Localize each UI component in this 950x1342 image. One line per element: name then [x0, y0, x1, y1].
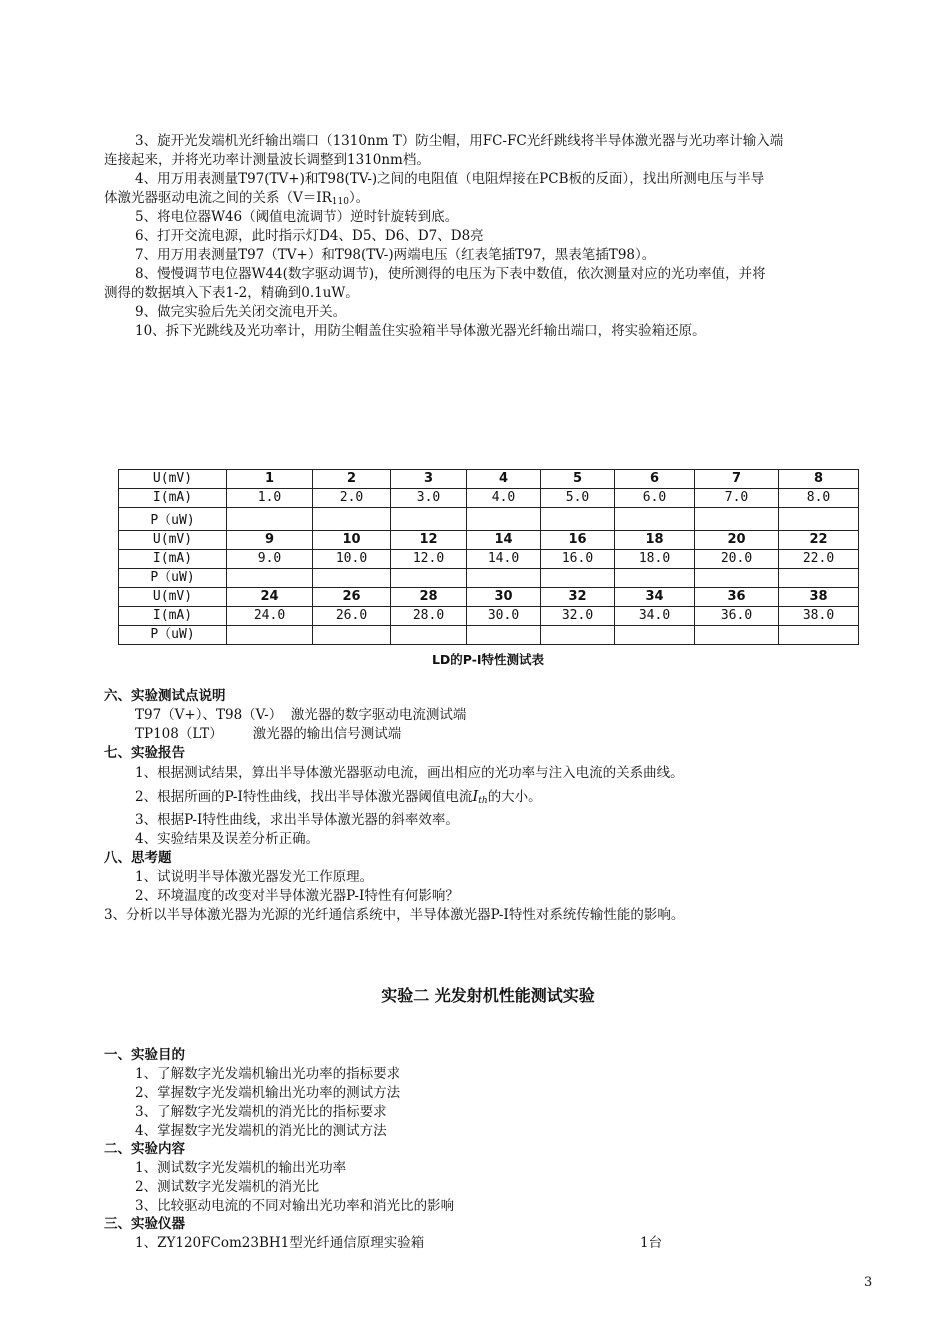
label-p: P（uW)	[119, 508, 227, 531]
table-row-u	[119, 588, 859, 607]
sec7-item2-post: 的大小。	[487, 789, 542, 805]
step-4-formula-pre: 体激光器驱动电流之间的关系（V＝IR	[104, 190, 332, 206]
exp2-purpose-item: 2、掌握数字光发端机输出光功率的测试方法	[135, 1085, 401, 1101]
i-cell: 16.0	[541, 550, 615, 569]
p-cell-empty[interactable]	[615, 626, 695, 645]
i-cell: 22.0	[779, 550, 859, 569]
sec6-line1: T97（V+）、T98（V-） 激光器的数字驱动电流测试端	[135, 707, 467, 723]
u-cell: 36	[695, 588, 779, 607]
step-6: 6、打开交流电源，此时指示灯D4、D5、D6、D7、D8亮	[135, 228, 484, 244]
p-cell-empty[interactable]	[615, 508, 695, 531]
table-row-p	[119, 569, 859, 588]
exp2-content-item: 1、测试数字光发端机的输出光功率	[135, 1160, 347, 1176]
p-cell-empty[interactable]	[391, 508, 467, 531]
i-cell: 18.0	[615, 550, 695, 569]
p-cell-empty[interactable]	[779, 508, 859, 531]
p-cell-empty[interactable]	[313, 508, 391, 531]
exp2-purpose-heading: 一、实验目的	[104, 1047, 185, 1063]
label-p: P（uW)	[119, 626, 227, 645]
p-cell-empty[interactable]	[695, 569, 779, 588]
table-row-i	[119, 607, 859, 626]
exp2-instrument-qty: 1台	[640, 1235, 663, 1251]
u-cell: 1	[227, 470, 313, 489]
i-cell: 5.0	[541, 489, 615, 508]
exp2-content-heading: 二、实验内容	[104, 1141, 185, 1157]
p-cell-empty[interactable]	[541, 569, 615, 588]
u-cell: 9	[227, 531, 313, 550]
experiment2-title: 实验二 光发射机性能测试实验	[381, 986, 595, 1005]
p-cell-empty[interactable]	[391, 626, 467, 645]
sec8-heading: 八、思考题	[104, 850, 172, 866]
exp2-instrument-item: 1、ZY120FCom23BH1型光纤通信原理实验箱	[135, 1235, 425, 1251]
step-10: 10、拆下光跳线及光功率计，用防尘帽盖住实验箱半导体激光器光纤输出端口，将实验箱还原。	[135, 323, 706, 339]
u-cell: 30	[467, 588, 541, 607]
table-row-u	[119, 470, 859, 489]
step-7: 7、用万用表测量T97（TV+）和T98(TV-)两端电压（红表笔插T97，黑表笔插T98）。	[135, 247, 656, 263]
u-cell: 8	[779, 470, 859, 489]
i-cell: 30.0	[467, 607, 541, 626]
u-cell: 14	[467, 531, 541, 550]
label-u: U(mV)	[119, 588, 227, 607]
p-cell-empty[interactable]	[227, 569, 313, 588]
exp2-instrument-heading: 三、实验仪器	[104, 1216, 185, 1232]
p-cell-empty[interactable]	[695, 626, 779, 645]
u-cell: 20	[695, 531, 779, 550]
i-cell: 4.0	[467, 489, 541, 508]
i-cell: 28.0	[391, 607, 467, 626]
i-cell: 9.0	[227, 550, 313, 569]
u-cell: 10	[313, 531, 391, 550]
step-3-line2: 连接起来，并将光功率计测量波长调整到1310nm档。	[104, 152, 430, 168]
u-cell: 12	[391, 531, 467, 550]
step-4-line1: 4、用万用表测量T97(TV+)和T98(TV-)之间的电阻值（电阻焊接在PCB板的反面），找出所测电压与半导	[135, 171, 765, 187]
u-cell: 16	[541, 531, 615, 550]
table-row-i	[119, 489, 859, 508]
step-4-formula-sub: 110	[331, 197, 349, 207]
i-cell: 2.0	[313, 489, 391, 508]
i-cell: 1.0	[227, 489, 313, 508]
table-caption: LD的P-I特性测试表	[431, 652, 545, 667]
p-cell-empty[interactable]	[467, 626, 541, 645]
p-cell-empty[interactable]	[695, 508, 779, 531]
p-cell-empty[interactable]	[391, 569, 467, 588]
i-cell: 12.0	[391, 550, 467, 569]
table-row-i	[119, 550, 859, 569]
table-row-p	[119, 626, 859, 645]
sec8-q1: 1、试说明半导体激光器发光工作原理。	[135, 869, 374, 885]
p-cell-empty[interactable]	[227, 508, 313, 531]
u-cell: 3	[391, 470, 467, 489]
exp2-purpose-item: 4、掌握数字光发端机的消光比的测试方法	[135, 1123, 387, 1139]
label-i: I(mA)	[119, 607, 227, 626]
u-cell: 6	[615, 470, 695, 489]
i-cell: 8.0	[779, 489, 859, 508]
exp2-content-item: 2、测试数字光发端机的消光比	[135, 1179, 320, 1195]
i-cell: 6.0	[615, 489, 695, 508]
sec6-line2: TP108（LT） 激光器的输出信号测试端	[135, 726, 402, 742]
sec7-item4: 4、实验结果及误差分析正确。	[135, 831, 320, 847]
i-cell: 3.0	[391, 489, 467, 508]
step-9: 9、做完实验后先关闭交流电开关。	[135, 304, 347, 320]
step-3-line1: 3、旋开光发端机光纤输出端口（1310nm T）防尘帽，用FC-FC光纤跳线将半导体激光器与光功率计输入端	[135, 133, 784, 149]
p-cell-empty[interactable]	[313, 569, 391, 588]
u-cell: 18	[615, 531, 695, 550]
sec8-q3: 3、分析以半导体激光器为光源的光纤通信系统中，半导体激光器P-I特性对系统传输性能的影响。	[104, 907, 685, 923]
p-cell-empty[interactable]	[467, 569, 541, 588]
exp2-content-item: 3、比较驱动电流的不同对输出光功率和消光比的影响	[135, 1198, 455, 1214]
table-row-p	[119, 508, 859, 531]
p-cell-empty[interactable]	[541, 626, 615, 645]
u-cell: 38	[779, 588, 859, 607]
label-i: I(mA)	[119, 550, 227, 569]
p-cell-empty[interactable]	[779, 569, 859, 588]
page-number: 3	[864, 1275, 873, 1290]
pi-measurement-table	[118, 469, 859, 645]
u-cell: 5	[541, 470, 615, 489]
p-cell-empty[interactable]	[313, 626, 391, 645]
label-p: P（uW)	[119, 569, 227, 588]
p-cell-empty[interactable]	[615, 569, 695, 588]
i-cell: 32.0	[541, 607, 615, 626]
u-cell: 2	[313, 470, 391, 489]
sec7-item2-pre: 2、根据所画的P-I特性曲线，找出半导体激光器阈值电流	[135, 789, 473, 805]
step-5: 5、将电位器W46（阈值电流调节）逆时针旋转到底。	[135, 209, 459, 225]
threshold-current-sub: th	[478, 796, 488, 806]
i-cell: 26.0	[313, 607, 391, 626]
u-cell: 7	[695, 470, 779, 489]
i-cell: 24.0	[227, 607, 313, 626]
u-cell: 28	[391, 588, 467, 607]
u-cell: 22	[779, 531, 859, 550]
i-cell: 38.0	[779, 607, 859, 626]
sec6-heading: 六、实验测试点说明	[104, 688, 226, 704]
step-4-formula-post: ）。	[348, 190, 370, 206]
sec7-item1: 1、根据测试结果，算出半导体激光器驱动电流，画出相应的光功率与注入电流的关系曲线。	[135, 765, 684, 781]
p-cell-empty[interactable]	[541, 508, 615, 531]
exp2-purpose-item: 1、了解数字光发端机输出光功率的指标要求	[135, 1066, 401, 1082]
sec8-q2: 2、环境温度的改变对半导体激光器P-I特性有何影响？	[135, 888, 459, 904]
p-cell-empty[interactable]	[779, 626, 859, 645]
sec7-item2	[135, 787, 542, 811]
table-row-u	[119, 531, 859, 550]
sec7-heading: 七、实验报告	[104, 745, 185, 761]
i-cell: 10.0	[313, 550, 391, 569]
i-cell: 14.0	[467, 550, 541, 569]
u-cell: 32	[541, 588, 615, 607]
sec7-item3: 3、根据P-I特性曲线，求出半导体激光器的斜率效率。	[135, 812, 459, 828]
i-cell: 20.0	[695, 550, 779, 569]
u-cell: 24	[227, 588, 313, 607]
label-i: I(mA)	[119, 489, 227, 508]
u-cell: 26	[313, 588, 391, 607]
step-8-line2: 测得的数据填入下表1-2，精确到0.1uW。	[104, 285, 359, 301]
i-cell: 7.0	[695, 489, 779, 508]
p-cell-empty[interactable]	[227, 626, 313, 645]
threshold-current-symbol: I	[472, 787, 479, 805]
step-8-line1: 8、慢慢调节电位器W44(数字驱动调节)，使所测得的电压为下表中数值，依次测量对应的光功率值，并将	[135, 266, 766, 282]
p-cell-empty[interactable]	[467, 508, 541, 531]
u-cell: 4	[467, 470, 541, 489]
label-u: U(mV)	[119, 470, 227, 489]
u-cell: 34	[615, 588, 695, 607]
label-u: U(mV)	[119, 531, 227, 550]
exp2-purpose-item: 3、了解数字光发端机的消光比的指标要求	[135, 1104, 387, 1120]
i-cell: 36.0	[695, 607, 779, 626]
i-cell: 34.0	[615, 607, 695, 626]
